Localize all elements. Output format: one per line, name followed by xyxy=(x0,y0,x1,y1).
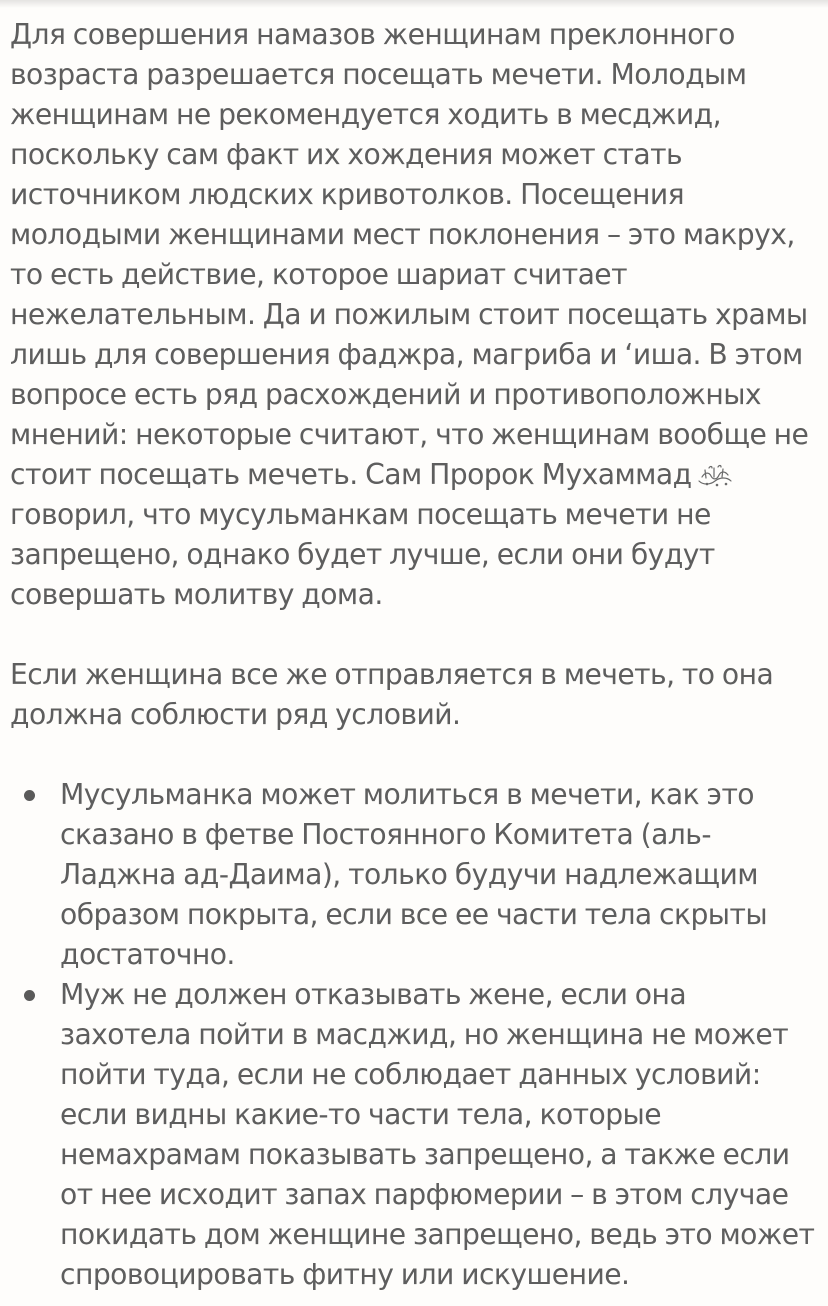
list-item-text: Муж не должен отказывать жене, если она захотела пойти в масджид, но женщина не может пойти туда, если не соблюдает данных условий: если видны какие-то части тела, которые немахрамам показывать запрещено, а также если от нее исходит запах парфюмерии – в этом случае покидать дом женщине запрещено, ведь это может спровоцировать фитну или искушение. xyxy=(60,978,815,1291)
paragraph-text-part-1: Для совершения намазов женщинам преклонного возраста разрешается посещать мечети. Молодым женщинам не рекомендуется ходить в месджид, поскольку сам факт их хождения может стать источником людских кривотолков. Посещения молодыми женщинами мест поклонения – это макрух, то есть действие, которое шариат считает нежелательным. Да и пожилым стоит посещать храмы лишь для совершения фаджра, магриба и ‘иша. В этом вопросе есть ряд расхождений и противоположных мнений: некоторые считают, что женщинам вообще не стоит посещать мечеть. Сам Пророк Мухаммад xyxy=(10,18,809,491)
paragraph-conditions-intro: Если женщина все же отправляется в мечеть, то она должна соблюсти ряд условий. xyxy=(10,658,774,731)
paragraph-mosque-visits xyxy=(10,15,822,615)
article-body xyxy=(10,15,822,1295)
bullet-dot-icon xyxy=(24,990,35,1001)
top-edge-shadow xyxy=(0,0,828,8)
paragraph-text-part-2: говорил, что мусульманкам посещать мечети не запрещено, однако будет лучше, если они будут совершать молитву дома. xyxy=(10,498,715,611)
bullet-dot-icon xyxy=(24,790,35,801)
salawat-calligraphy-icon xyxy=(696,464,734,488)
list-item-text: Мусульманка может молиться в мечети, как это сказано в фетве Постоянного Комитета (аль-Ладжна ад-Даима), только будучи надлежащим образом покрыта, если все ее части тела скрыты достаточно. xyxy=(60,778,768,971)
list-item xyxy=(10,775,822,975)
list-item xyxy=(10,975,822,1295)
conditions-list xyxy=(10,775,822,1295)
